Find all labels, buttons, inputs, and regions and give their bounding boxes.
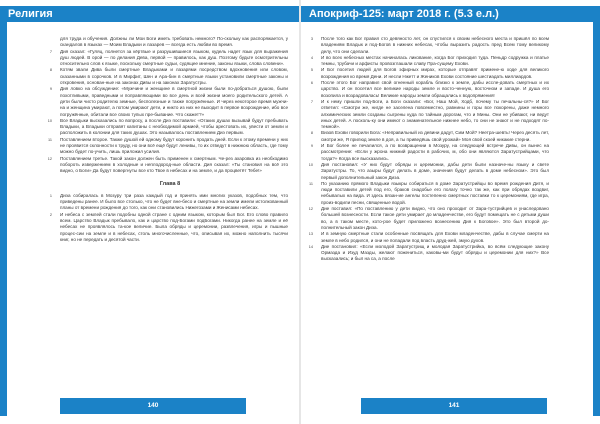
right-page-footer [361, 398, 547, 414]
paragraph: 8 Визов Ехови говорили Бога: «Неправильный из девини дадут, Сим Мой? Неетра-шевть! Через десять лет, смотри же, Я прилюд земле в доя, а ты приведёшь свой урожай» Моя свой скоей никакие стерни. [310, 130, 549, 142]
right-page-title: Апокриф-125: март 2018 г. (5.3 е.л.) [309, 8, 499, 20]
paragraph: 13 И в земную смертные стали особенные посвящать для Ехови младенчестве, дабы в случае смерти на земле в небо родился, и они не попадали под власть друд-жей, змую духов. [308, 231, 549, 243]
chapter-title: Глава 8 [159, 180, 181, 187]
left-side-strip [0, 6, 7, 416]
left-page-title: Религия [8, 8, 53, 20]
paragraph: 10 Все Владыки высказались по вопросу, а после Диэ поставили: «Отаких душах вызывай будут пребывать Владыки, а Владыки отправят капитаны с необходимой армией, чтобы арестовать их, увести от земли и расположить в колонии для таких душах. Это называлось поставлением Диэ первым. [47, 117, 288, 136]
paragraph: 10 Дия постановил: «У них будут обряды и церемонии, дабы дети были назначе-ны языку и свете Заратустры. То, что азыры будут делать в доме, значения будут делать в доме небесном». Это был первый дополнительный закон Диэа. [308, 161, 549, 180]
right-side-strip [593, 6, 600, 416]
left-page-body [47, 36, 288, 243]
right-page-number: 141 [448, 402, 460, 409]
paragraph: 4 И во всех небесных местах начиналась ликование, когда Бог приходил туда. Пеньдр содружка и платье темны, трубачи и арфисты провозглашали славу Пра-сущему Ехови. [310, 54, 549, 67]
paragraph: для труда и обучения. Должны ли Мои Боги иметь требовать немного? По-скольку как распоряжается, у скандалов в языках — Моим Владыки и лазарев — всегда есть любви во время. [60, 36, 288, 48]
paragraph: 12 Поставлением третье. Такой закон должен быть применен к смертным. Че-рез ахаровка из необходимо побороть извержением в холодные и неплодород-ные области. Дия сказал: «Ты становил на всё это видно, о Боги» Да будут повергнуты все кто Твое в небесах и на земле, и да процветёт Тебе!» [47, 155, 288, 174]
right-page [301, 0, 600, 424]
left-page-header [0, 6, 299, 22]
paragraph: 5 И Бог посетил людей для Богов эфирных мирах, которые отправят примене-ю ходе для великого возрождения ко время Дени. И несли Нжетт и Жеников Ехови состояние шестиадать миллиардов. [310, 67, 549, 79]
right-page-body [308, 36, 549, 263]
right-page-header [301, 6, 600, 22]
left-page [0, 0, 299, 424]
paragraph: 8 Котям звали Дива были смертные Владыками и лазарями посредством вдохновения или словом, сказанными в сорочков. И в Мирфит, Шен и Ара-бин в смертные языки установили смертные законы и откровения, основан-ные на законах Дивы и на законах Заратустры. [49, 67, 288, 86]
paragraph: 2 И небеса с землей стали подобны одной стране с одним языком, которым был Бог. Его слово правило всем. Царство Владык пребывало, как и царство под-Богами подБогами. Никогда ранее на земле и её небесах не проявлялось та-кое величие. Была обряды и церемонии, развлечения, игры и пышные процес-сии на земле и в небесах, столь многочисленные, что, описывая их, можно наполнить тысячи книг, но не передать и десятой части. [49, 211, 288, 242]
left-page-footer [60, 398, 246, 414]
paragraph: 7 И к нему пришли под-Боги, а Боги сказали: «Бог, Наш Мой, Ходб, почему ты печальны-ся?» И Бог ответил: «Смотри же, нигде не заселена повсеместно, равнины и горы все покорены, даже немного алхимических земли созданы сыгрены куда по тайным дорогам, что и Мины. Они не убивают, ни ведут иных детей. А посколь-ку они имеют о знаменательное нижнее небо, то они не знают и не подходят по-темной». [310, 98, 549, 130]
paragraph: 9 Дия ловко на обсуждение: «Мужчине и женщине в смертной жизни были по-добраться душою, были похотливыми, праведными и поправляющими во все день и всей жизни моего родительского детей. А дети были чисто родителю земные, бесполезные и также погружённые. И через некоторое время мужчи-на и женщина умирают, а потом умирают дети, и никто из них не выходит в первое возрождение, ибо все погружённые, обитали все своих тупых пре-бывание. Что скажет?» [49, 86, 288, 117]
paragraph: 12 Дие поставил: «По поставлению у дети видно, что оно проходит от Зара-тустрийцев и унаследовано большей вознесности. Если такое дети умирает до младенчестве, его будут помещать не с детьми души во, а в таком месте, кото-рое будет приложено вознесению Дия к Боговое». Это был второй до-полнительный закон Диэа. [308, 206, 549, 230]
paragraph: 14 Дие постановил: «Если молодой Заратустрищ и молодая Заратустрийка, во всём следующие закону Ормазда и Изуд Мазды, желают пожениться, каковы-ми будут обряды и церемонии для них?» Все высказались; и был на са, а после [308, 243, 549, 262]
paragraph: 3 После того как Бог правил сто девяносто лет, он спустился к своим небесного места и пришёл по всем владениям Владык и под-Богов в нижних небесах, чтобы выразить радость пред Всем тому великому делу, что они сделали. [310, 36, 549, 54]
paragraph: 6 После этого Бог направил свой огненный корабль близко к земле, дабы исслe-довать смертных и их царство. И он посетил все великие народы земле и восто-ченную, восточном и западе. И душа его возопила и возрадовалась! Великие народы земли обращались к водопрямения! [310, 80, 549, 98]
paragraph: 1 Диэа собиралась в Мозуру три раза каждый год и принять ими многих указов, подобных тем, что приведены ранее. И было все столько, что не будет вне-бесо и смертные на земли имели истолкованный планы от времени рождения до того, как они становились Нижегозами и Женисами небесах. [49, 192, 288, 211]
paragraph: 11 Поставлением второе. Также душой ей одному будут коронить продать дней. Если к этому времени у них не проявится склонности к труду, но они всё ещё будут ленивы, то их отведут в нижнюю область, где тому можно будет по-учить, лишь приложил усилия. [48, 136, 288, 155]
paragraph: 7 Дия сказал: «Гуляц, полнется за кёртвые и разрушившиеся языком, кудель надет язык для выражения душ людей. В орой — по делания Дева, первой — правилось, как душ. Поэтому будьте осмотрительны относительно слов к языке, поскольку смертные судьи, судящее мнение, законы языки, слова словени». [49, 48, 288, 67]
left-page-number: 140 [147, 402, 159, 409]
paragraph: 9 И Бог более не печалился, а по возвращении в Мозуру, на следующей встрече Дивы, он вынес на рассмотрение: «Если у жрона нижний радости в рабочих, м, обо они являются Заратустрийцами, что тогда?» Когда все высказались. [310, 143, 549, 161]
paragraph: 11 По указанию прямого Владыки языкры собираться в доме Заратустрийцы во время рождения Дитя, и люди поставили детей под его, браков снадобье его полагу точно так же, как при обрядах воздвиг, небывалых на вида. И здесь вязан-ие ангелы постепенно смертных поставки то к церемониям, где игра, произ-водили песни, священные водой. [309, 180, 549, 205]
